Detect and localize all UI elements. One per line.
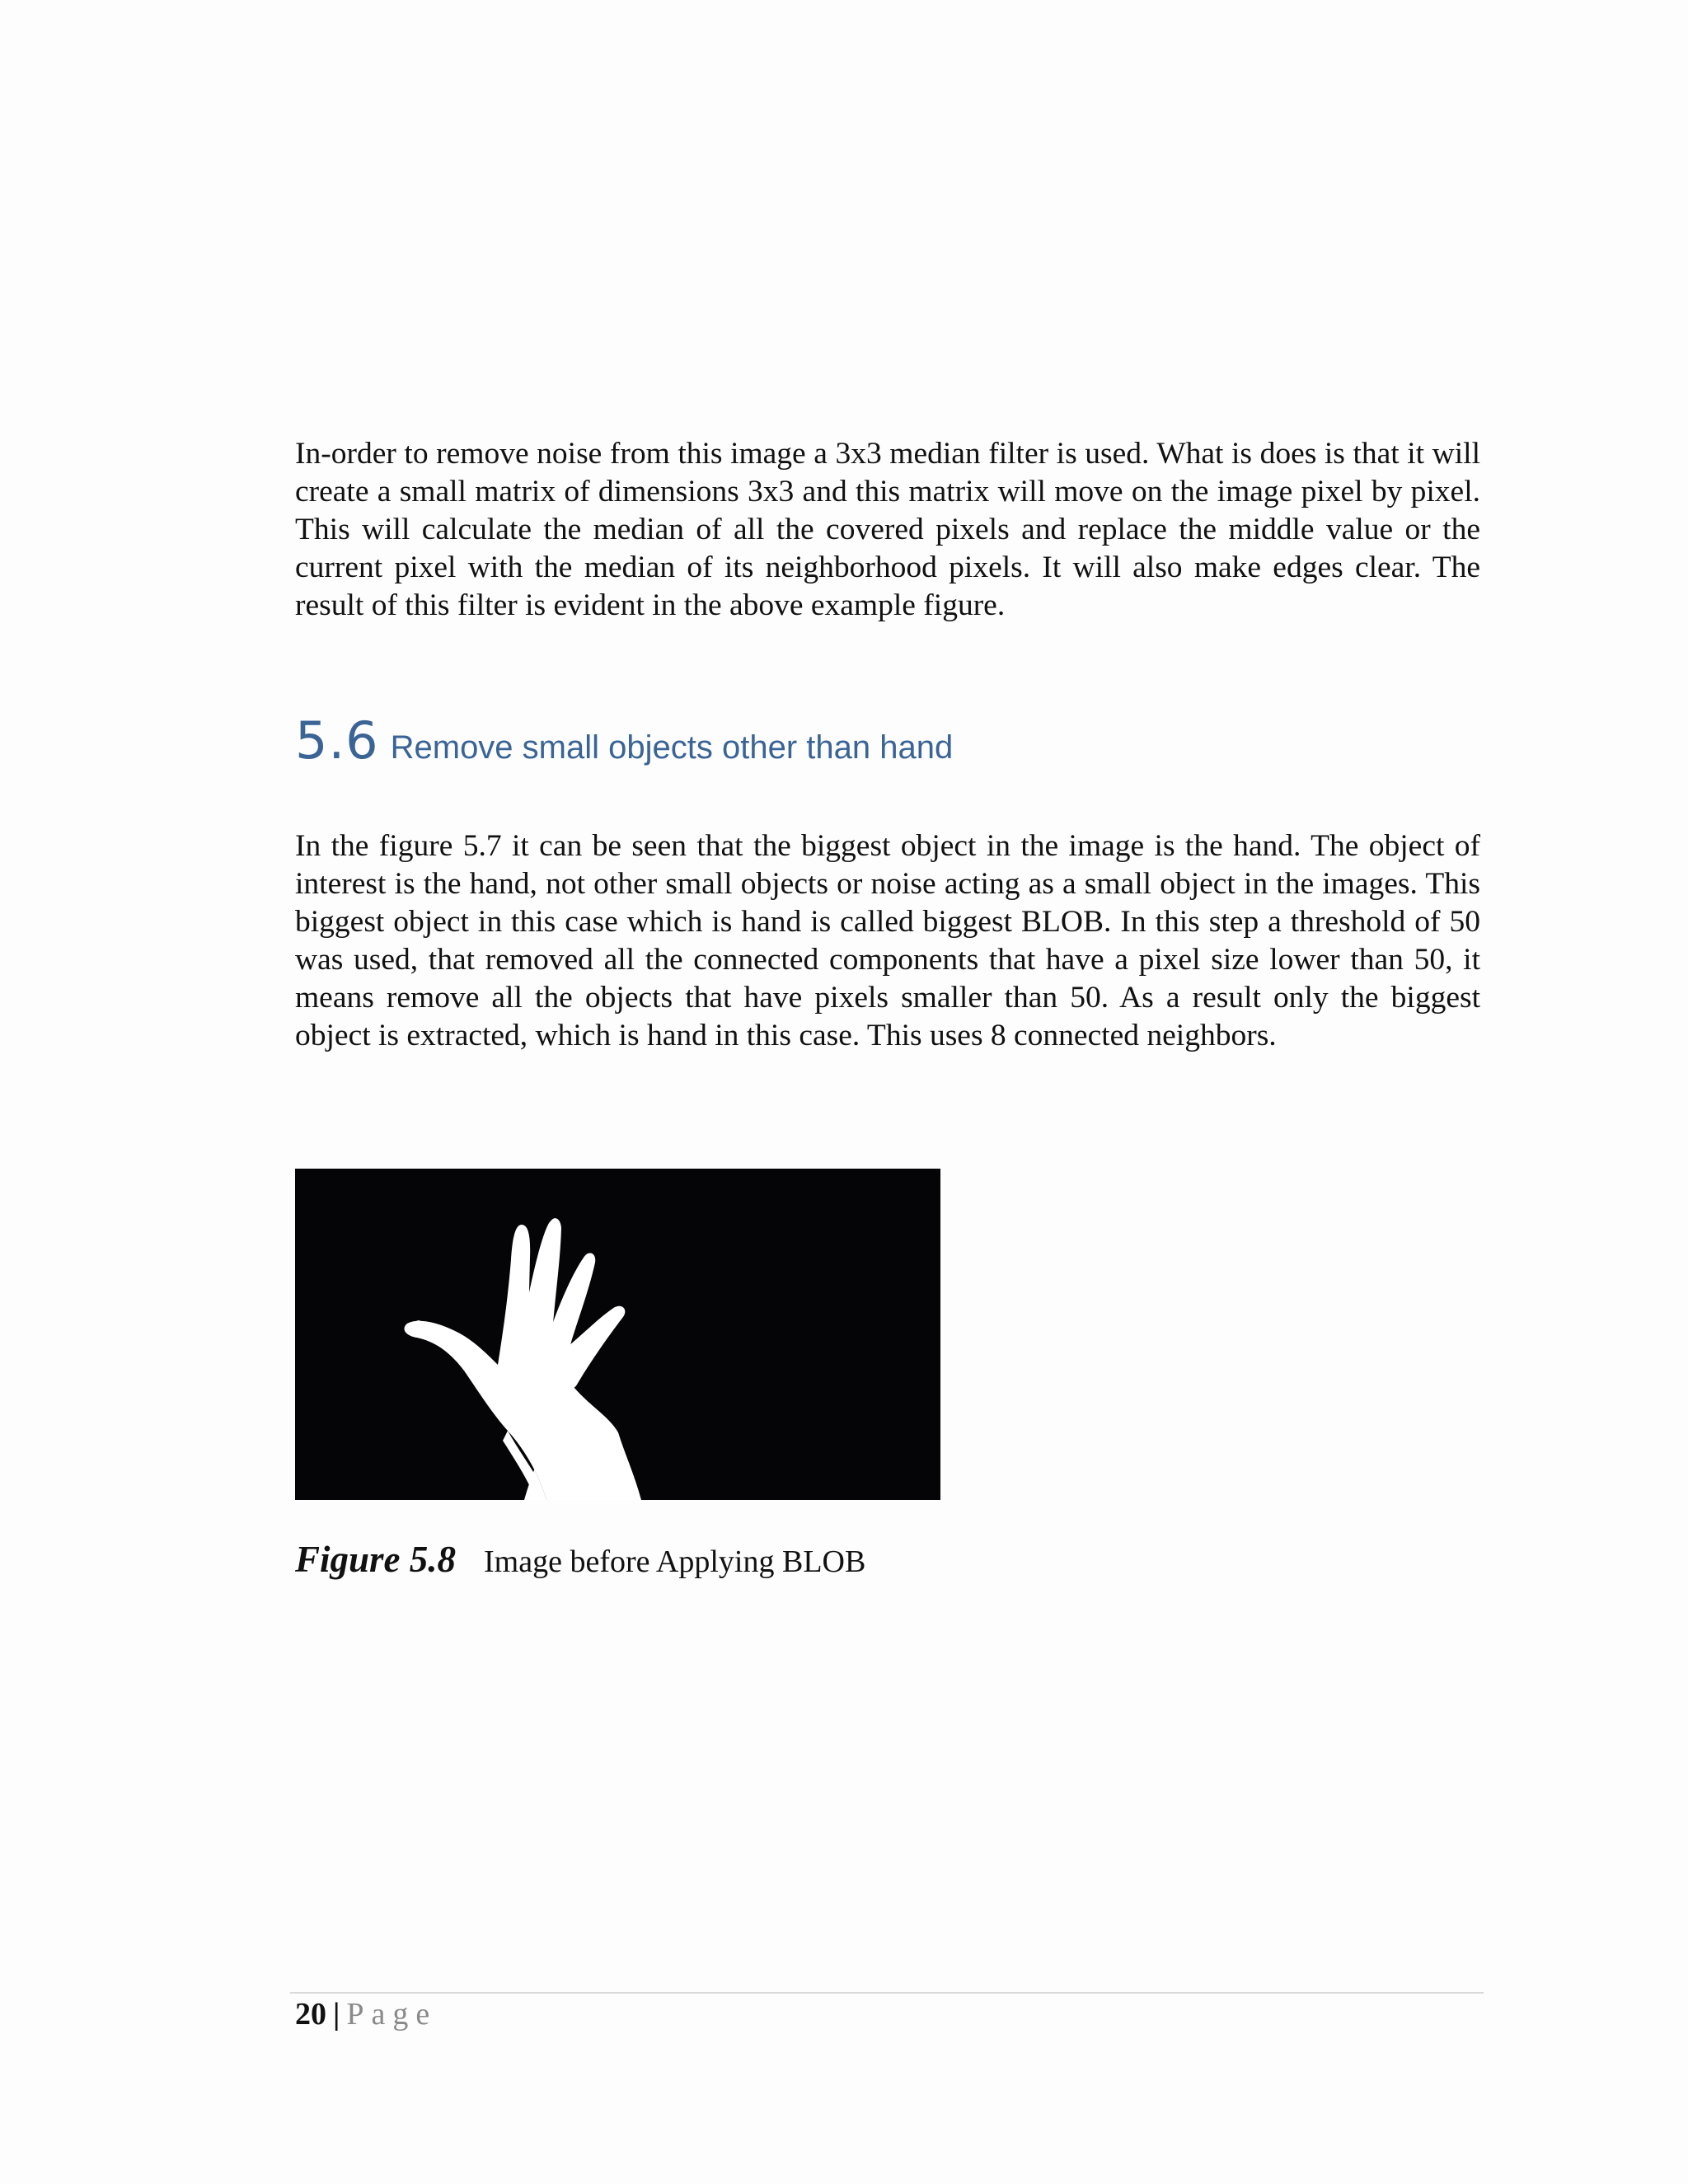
figure-caption-text: Image before Applying BLOB (484, 1544, 866, 1579)
paragraph-blob: In the figure 5.7 it can be seen that the biggest object in the image is the hand. The object of interest is the hand, not other small objects or noise acting as a small object in the images. This biggest object in this case which is hand is called biggest BLOB. In this step a threshold of 50 was used, that removed all the connected components that have a pixel size lower than 50, it means remove all the objects that have pixels smaller than 50. As a result only the biggest object is extracted, which is hand in this case. This uses 8 connected neighbors. (295, 829, 1480, 1052)
figure-image-hand (295, 1169, 940, 1500)
section-heading (295, 710, 953, 771)
page-number: 20 (295, 1997, 326, 2032)
page-word: Page (346, 1997, 438, 2032)
paragraph-median-filter: In-order to remove noise from this image a 3x3 median filter is used. What is does is that it will create a small matrix of dimensions 3x3 and this matrix will move on the image pixel by pixel. This will calculate the median of all the covered pixels and replace the middle value or the current pixel with the median of its neighborhood pixels. It will also make edges clear. The result of this filter is evident in the above example figure. (295, 437, 1480, 622)
footer-divider (290, 1992, 1484, 1994)
section-title: Remove small objects other than hand (390, 729, 954, 766)
section-number: 5.6 (295, 710, 379, 771)
hand-silhouette (295, 1169, 940, 1500)
footer-separator: | (333, 1997, 340, 2032)
page-footer (295, 1996, 437, 2032)
figure-label: Figure 5.8 (295, 1539, 457, 1580)
figure-caption (295, 1538, 865, 1581)
